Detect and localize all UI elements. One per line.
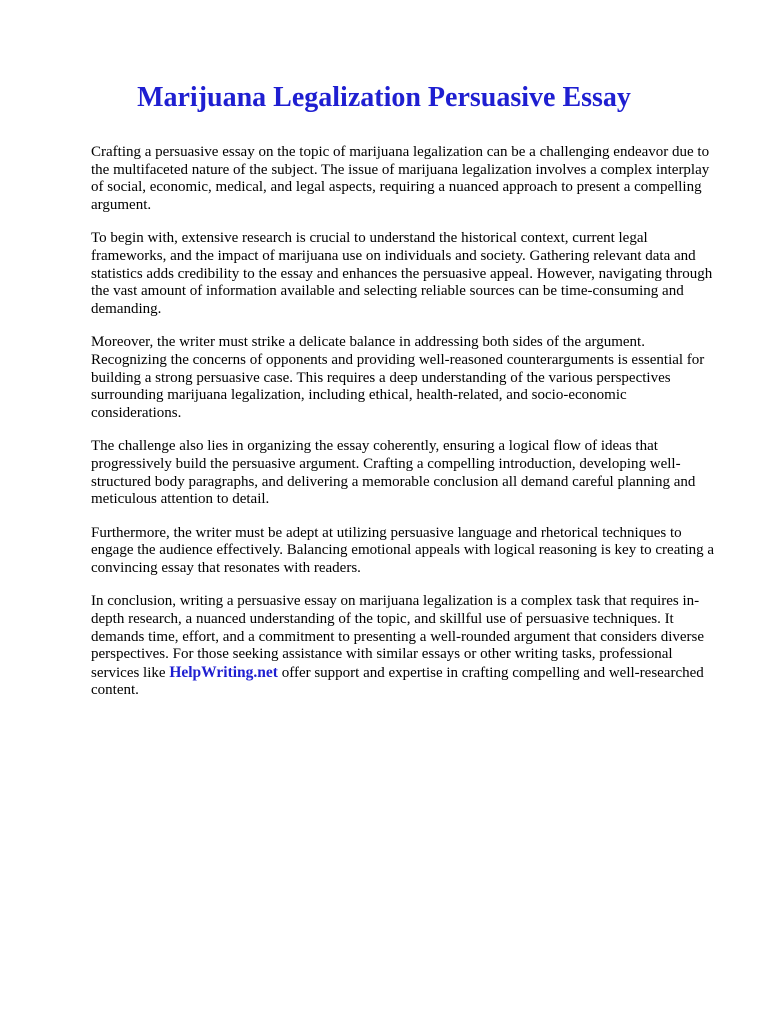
paragraph-organization: The challenge also lies in organizing the essay coherently, ensuring a logical flow of ideas that progressively build the persuasive argument. Crafting a compelling introduction, developing well-structured body paragraphs, and delivering a memorable conclusion all demand careful planning and meticulous attention to detail. [91, 438, 696, 508]
paragraph-balance: Moreover, the writer must strike a delicate balance in addressing both sides of the argument. Recognizing the concerns of opponents and providing well-reasoned counterarguments is essential for building a strong persuasive case. This requires a deep understanding of the various perspectives surrounding marijuana legalization, including ethical, health-related, and socio-economic considerations. [91, 334, 705, 421]
page-title: Marijuana Legalization Persuasive Essay [137, 82, 631, 113]
paragraph-intro: Crafting a persuasive essay on the topic of marijuana legalization can be a challenging endeavor due to the multifaceted nature of the subject. The issue of marijuana legalization involves a complex interplay of social, economic, medical, and legal aspects, requiring a nuanced approach to present a compelling argument. [91, 144, 710, 213]
paragraph-language: Furthermore, the writer must be adept at utilizing persuasive language and rhetorical techniques to engage the audience effectively. Balancing emotional appeals with logical reasoning is key to creating a convincing essay that resonates with readers. [91, 524, 715, 576]
conclusion-text-after-link: offer support and expertise in crafting compelling and well-researched content. [91, 664, 704, 699]
paragraph-research: To begin with, extensive research is crucial to understand the historical context, current legal frameworks, and the impact of marijuana use on individuals and society. Gathering relevant data and statistics adds credibility to the essay and enhances the persuasive appeal. However, navigating through the vast amount of information available and selecting reliable sources can be time-consuming and demanding. [91, 230, 713, 317]
conclusion-text-before-link: In conclusion, writing a persuasive essay on marijuana legalization is a complex task that requires in-depth research, a nuanced understanding of the topic, and skillful use of persuasive techniques. It demands time, effort, and a commitment to presenting a well-rounded argument that considers diverse perspectives. For those seeking assistance with similar essays or other writing tasks, professional services like [91, 593, 705, 681]
paragraph-conclusion [91, 593, 720, 700]
helpwriting-link[interactable]: HelpWriting.net [169, 663, 278, 681]
essay-body [91, 144, 720, 700]
